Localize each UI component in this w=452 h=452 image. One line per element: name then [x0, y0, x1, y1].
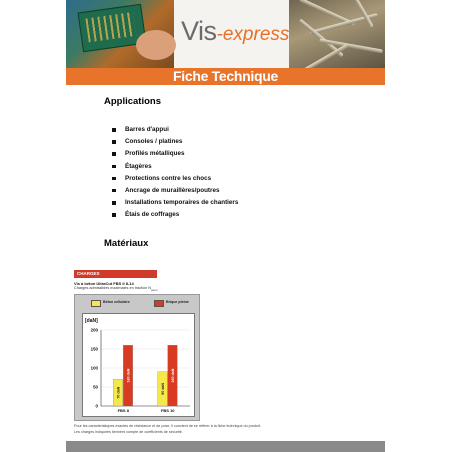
- bullet-icon: [112, 165, 116, 169]
- list-item: [112, 209, 372, 221]
- legend-swatch-0: [91, 300, 101, 307]
- bullet-icon: [112, 189, 116, 193]
- bar-chart: [83, 314, 196, 418]
- list-item-label: Protections contre les chocs: [125, 174, 212, 182]
- title-bar: [66, 68, 385, 85]
- logo-text-main: Vis: [181, 16, 217, 46]
- charges-divider: [74, 277, 157, 278]
- list-item-label: Ancrage de muraillères/poutres: [125, 186, 220, 194]
- charges-header: CHARGES: [74, 270, 157, 277]
- x-tick-label: FBS 10: [160, 408, 175, 413]
- list-item: [112, 124, 372, 136]
- bar-value-label: 90 daN: [160, 383, 165, 395]
- y-axis-label: [daN]: [85, 318, 98, 324]
- applications-heading: Applications: [104, 96, 162, 107]
- bar-value-label: 160 daN: [126, 368, 131, 383]
- electronics-photo: [66, 0, 174, 68]
- legend-swatch-1: [154, 300, 164, 307]
- chart-subtitle-subscript: perm: [151, 287, 158, 292]
- chart-subtitle-text: Charges admissibles maximales en traction N: [74, 286, 152, 290]
- footnote-1: Pour les caractéristiques exactes de résistance et de pose, il convient de se référer à la fiche technique du produit.: [74, 424, 261, 428]
- page-title: Fiche Technique: [173, 68, 278, 84]
- legend-label-1: Brique pleine: [166, 300, 189, 304]
- footer-bar: [66, 441, 385, 452]
- y-tick-label: 0: [95, 403, 98, 409]
- list-item: [112, 197, 372, 209]
- chart-panel: [74, 294, 200, 421]
- y-tick-label: 50: [93, 384, 98, 390]
- bullet-icon: [112, 140, 116, 144]
- list-item: [112, 161, 372, 173]
- hand-image: [136, 30, 176, 60]
- technical-sheet-page: [66, 0, 385, 452]
- materials-heading: Matériaux: [104, 238, 149, 249]
- bullet-icon: [112, 201, 116, 205]
- y-tick-label: 150: [90, 346, 98, 352]
- list-item-label: Profilés métalliques: [125, 150, 185, 158]
- bar-value-label: 160 daN: [170, 368, 175, 383]
- legend-label-0: Béton cellulaire: [103, 300, 130, 304]
- header-banner: [66, 0, 385, 68]
- bullet-icon: [112, 128, 116, 132]
- applications-list: [112, 124, 372, 222]
- vis-express-logo: [181, 16, 289, 47]
- list-item-label: Barres d'appui: [125, 126, 169, 133]
- list-item: [112, 185, 372, 197]
- list-item-label: Étagères: [125, 162, 152, 170]
- chart-plot-area: [82, 313, 195, 417]
- bullet-icon: [112, 177, 116, 181]
- chart-title: Vis à béton UltraCut FBS II 8-14: [74, 281, 134, 286]
- list-item: [112, 173, 372, 185]
- list-item: [112, 136, 372, 148]
- y-tick-label: 100: [90, 365, 98, 371]
- x-tick-label: FBS 8: [117, 408, 129, 413]
- list-item-label: Étais de coffrages: [125, 211, 180, 219]
- list-item-label: Installations temporaires de chantiers: [125, 199, 239, 207]
- logo-text-accent: -express: [216, 24, 290, 45]
- bullet-icon: [112, 152, 116, 156]
- footnote-2: Les charges indiquées tiennent compte de coefficients de sécurité.: [74, 430, 183, 434]
- bullet-icon: [112, 213, 116, 217]
- y-tick-label: 200: [90, 327, 98, 333]
- bar-value-label: 70 daN: [116, 386, 121, 399]
- list-item-label: Consoles / platines: [125, 138, 183, 146]
- chart-subtitle: [74, 286, 157, 292]
- list-item: [112, 148, 372, 160]
- screws-photo: [289, 0, 385, 68]
